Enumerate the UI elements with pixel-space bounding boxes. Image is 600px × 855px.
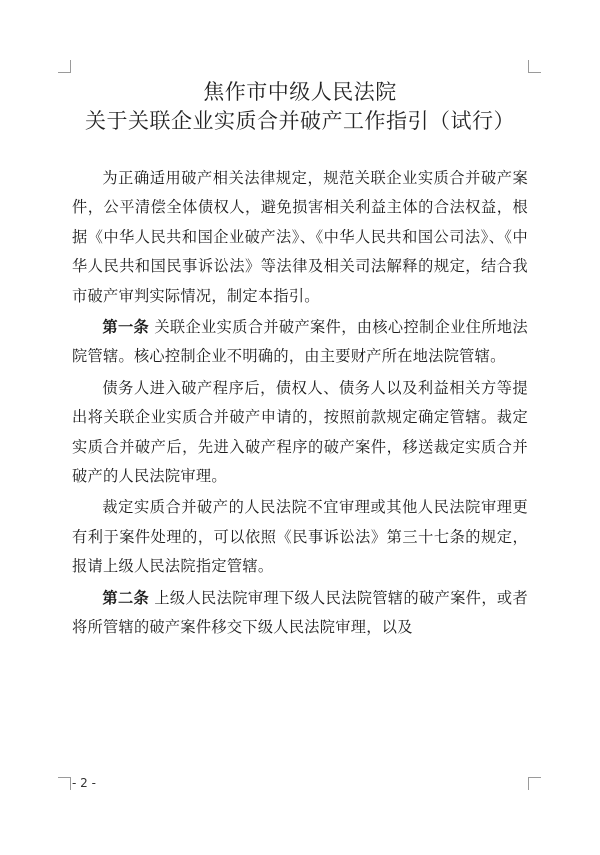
paragraph-article-1-clause-3 — [72, 493, 528, 581]
article-label: 第一条 — [102, 318, 150, 337]
paragraph-text: 关联企业实质合并破产案件，由核心控制企业住所地法院管辖。核心控制企业不明确的，由主要财产所在地法院管辖。 — [72, 318, 528, 366]
paragraph-text: 上级人民法院审理下级人民法院管辖的破产案件，或者将所管辖的破产案件移交下级人民法院审理，以及 — [72, 588, 528, 637]
paragraph-text: 裁定实质合并破产的人民法院不宜审理或其他人民法院审理更有利于案件处理的，可以依照《民事诉讼法》第三十七条的规定，报请上级人民法院指定管辖。 — [72, 498, 528, 576]
paragraph-article-2 — [72, 584, 528, 643]
page-number: - 2 - — [72, 776, 96, 790]
paragraph-preamble — [72, 164, 528, 311]
document-title-subject: 关于关联企业实质合并破产工作指引（试行） — [85, 109, 515, 133]
paragraph-article-1-clause-2 — [72, 374, 528, 492]
paragraph-text: 为正确适用破产相关法律规定，规范关联企业实质合并破产案件，公平清偿全体债权人，避免损害相关利益主体的合法权益，根据《中华人民共和国企业破产法》、《中华人民共和国公司法》、《中华人民共和国民事诉讼法》等法律及相关司法解释的规定，结合我市破产审判实际情况，制定本指引。 — [72, 169, 528, 305]
crop-mark-top-left — [58, 60, 71, 73]
crop-mark-bottom-left — [58, 777, 71, 790]
paragraph-text: 债务人进入破产程序后，债权人、债务人以及利益相关方等提出将关联企业实质合并破产申请的，按照前款规定确定管辖。裁定实质合并破产后，先进入破产程序的破产案件，移送裁定实质合并破产的人民法院审理。 — [72, 378, 528, 486]
crop-mark-bottom-right — [528, 777, 541, 790]
crop-mark-top-right — [528, 60, 541, 73]
document-body — [72, 164, 528, 645]
article-label: 第二条 — [102, 588, 150, 607]
paragraph-article-1 — [72, 313, 528, 372]
document-title-court: 焦作市中级人民法院 — [203, 80, 397, 104]
